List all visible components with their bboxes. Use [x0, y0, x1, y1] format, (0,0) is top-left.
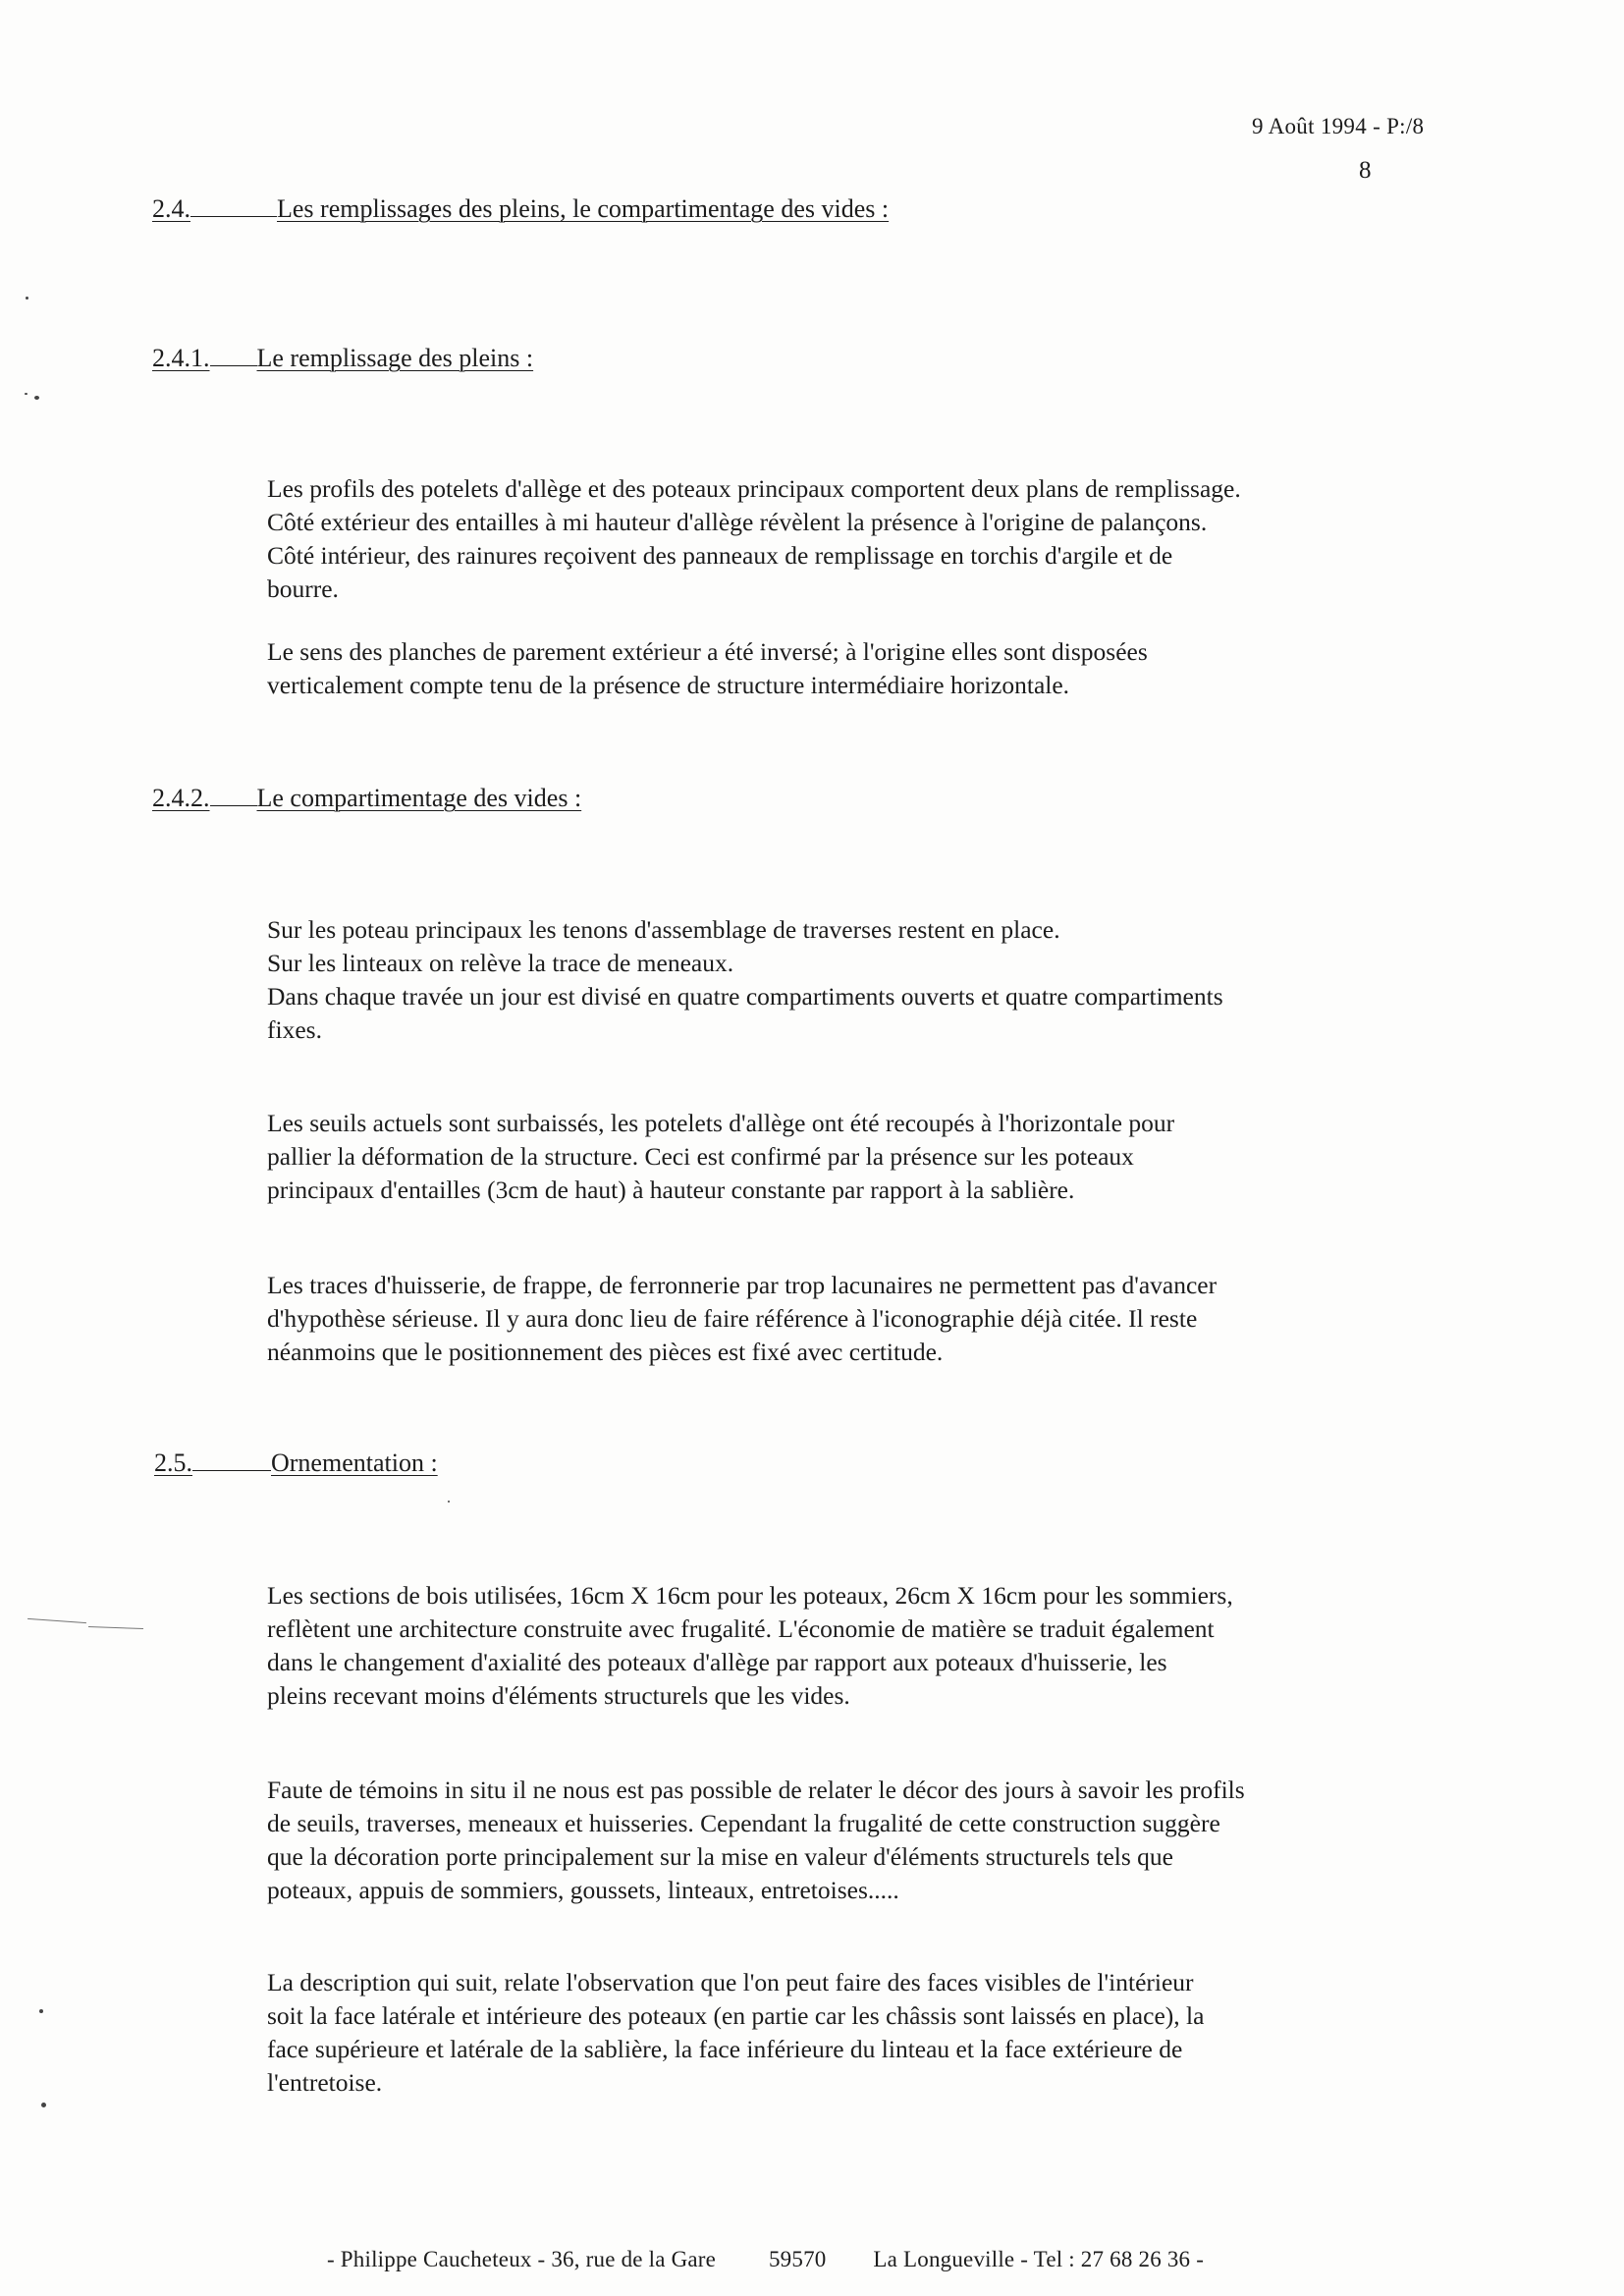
text-line: Les profils des potelets d'allège et des poteaux principaux comportent deux plans de remplissage. [267, 474, 1241, 503]
text-line: reflètent une architecture construite avec frugalité. L'économie de matière se traduit également [267, 1614, 1215, 1643]
section-number: 2.4.1. [152, 344, 210, 372]
scan-speck [25, 393, 27, 395]
section-title: Le remplissage des pleins : [256, 344, 534, 372]
text-line: Côté extérieur des entailles à mi hauteur d'allège révèlent la présence à l'origine de palançons. [267, 508, 1208, 536]
footer-town-phone: La Longueville - Tel : 27 68 26 36 - [873, 2247, 1205, 2271]
scan-speck [448, 1501, 450, 1503]
section-number: 2.4.2. [152, 784, 210, 812]
scan-speck [34, 396, 39, 400]
section-title: Les remplissages des pleins, le compartimentage des vides : [277, 194, 890, 223]
text-line: Les sections de bois utilisées, 16cm X 16cm pour les poteaux, 26cm X 16cm pour les sommiers, [267, 1581, 1233, 1610]
scan-mark [27, 1618, 86, 1623]
page-footer [327, 2247, 1204, 2272]
paragraph [267, 635, 1455, 702]
paragraph [267, 1774, 1455, 1907]
scan-mark [88, 1626, 143, 1629]
paragraph [267, 472, 1455, 606]
text-line: Faute de témoins in situ il ne nous est pas possible de relater le décor des jours à savoir les profils [267, 1776, 1245, 1804]
section-number: 2.4. [152, 194, 190, 223]
text-line: face supérieure et latérale de la sablière, la face inférieure du linteau et la face extérieure de [267, 2035, 1183, 2063]
section-heading-2-4-2 [152, 784, 581, 813]
page-number: 8 [1359, 157, 1372, 184]
heading-rule [190, 194, 277, 217]
text-line: dans le changement d'axialité des poteaux d'allège par rapport aux poteaux d'huisserie, les [267, 1648, 1167, 1676]
text-line: principaux d'entailles (3cm de haut) à hauteur constante par rapport à la sablière. [267, 1175, 1075, 1204]
section-title: Ornementation : [271, 1449, 438, 1477]
section-heading-2-4 [152, 194, 889, 224]
text-line: de seuils, traverses, meneaux et huisseries. Cependant la frugalité de cette construction suggère [267, 1809, 1220, 1837]
section-heading-2-4-1 [152, 344, 533, 373]
text-line: La description qui suit, relate l'observation que l'on peut faire des faces visibles de l'intérieur [267, 1968, 1194, 1996]
heading-rule [192, 1449, 271, 1471]
text-line: pleins recevant moins d'éléments structurels que les vides. [267, 1681, 850, 1710]
text-line: Les seuils actuels sont surbaissés, les potelets d'allège ont été recoupés à l'horizontale pour [267, 1109, 1175, 1137]
text-line: verticalement compte tenu de la présence de structure intermédiaire horizontale. [267, 671, 1070, 699]
text-line: fixes. [267, 1015, 322, 1044]
footer-postcode: 59570 [768, 2247, 827, 2271]
heading-rule [210, 344, 257, 366]
section-title: Le compartimentage des vides : [256, 784, 582, 812]
text-line: néanmoins que le positionnement des pièces est fixé avec certitude. [267, 1338, 944, 1366]
text-line: Dans chaque travée un jour est divisé en quatre compartiments ouverts et quatre compartiments [267, 982, 1223, 1011]
text-line: d'hypothèse sérieuse. Il y aura donc lieu de faire référence à l'iconographie déjà citée. Il reste [267, 1304, 1198, 1333]
section-heading-2-5 [154, 1449, 438, 1478]
text-line: que la décoration porte principalement sur la mise en valeur d'éléments structurels tels que [267, 1842, 1173, 1871]
text-line: l'entretoise. [267, 2068, 383, 2097]
text-line: soit la face latérale et intérieure des poteaux (en partie car les châssis sont laissés en place), la [267, 2001, 1205, 2030]
section-number: 2.5. [154, 1449, 192, 1477]
paragraph [267, 1107, 1455, 1207]
paragraph [267, 1579, 1455, 1713]
text-line: pallier la déformation de la structure. Ceci est confirmé par la présence sur les poteaux [267, 1142, 1134, 1171]
text-line: Les traces d'huisserie, de frappe, de ferronnerie par trop lacunaires ne permettent pas d'avancer [267, 1271, 1218, 1299]
scan-speck [39, 2009, 43, 2013]
date-reference: 9 Août 1994 - P:/8 [1252, 114, 1425, 138]
text-line: Sur les poteau principaux les tenons d'assemblage de traverses restent en place. [267, 915, 1060, 944]
scan-speck [41, 2103, 46, 2107]
scan-speck [26, 297, 28, 300]
paragraph [267, 1269, 1455, 1369]
text-line: Le sens des planches de parement extérieur a été inversé; à l'origine elles sont disposées [267, 637, 1148, 666]
text-line: Côté intérieur, des rainures reçoivent des panneaux de remplissage en torchis d'argile et de [267, 541, 1173, 570]
footer-author-address: - Philippe Caucheteux - 36, rue de la Gare [327, 2247, 717, 2271]
heading-rule [210, 784, 257, 806]
text-line: bourre. [267, 574, 339, 603]
text-line: Sur les linteaux on relève la trace de meneaux. [267, 949, 734, 977]
text-line: poteaux, appuis de sommiers, goussets, linteaux, entretoises..... [267, 1876, 899, 1904]
paragraph [267, 913, 1455, 1047]
paragraph [267, 1966, 1455, 2100]
